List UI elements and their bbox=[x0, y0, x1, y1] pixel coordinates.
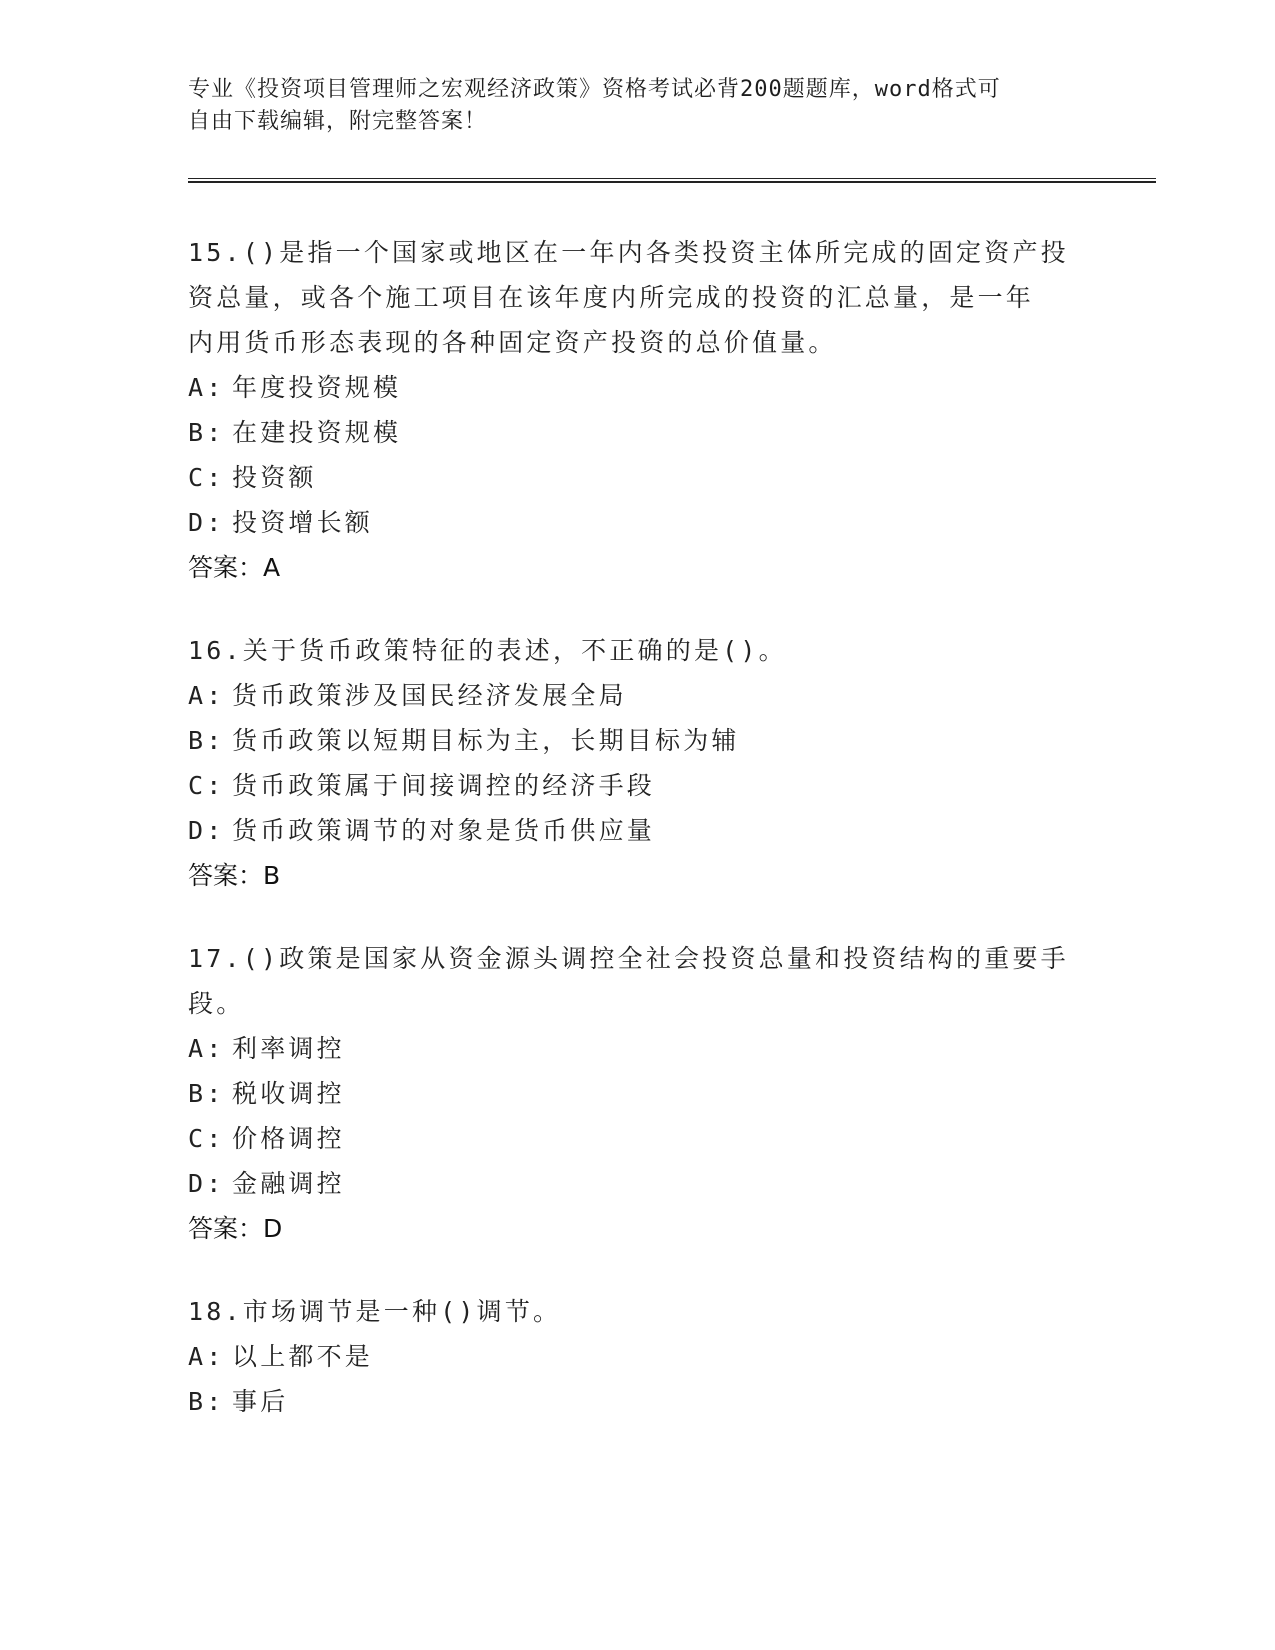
option-letter: D: bbox=[188, 816, 225, 845]
option-letter: B: bbox=[188, 1079, 225, 1108]
question-stem-line: 17.()政策是国家从资金源头调控全社会投资总量和投资结构的重要手 bbox=[188, 944, 1069, 973]
answer-option bbox=[188, 1161, 1088, 1206]
option-text: 在建投资规模 bbox=[232, 418, 402, 447]
option-letter: A: bbox=[188, 1034, 225, 1063]
document-header bbox=[188, 74, 1068, 138]
answer-option bbox=[188, 1026, 1088, 1071]
option-text: 货币政策调节的对象是货币供应量 bbox=[232, 816, 656, 845]
header-divider bbox=[188, 178, 1156, 183]
answer-key: 答案：B bbox=[188, 861, 281, 890]
option-text: 货币政策涉及国民经济发展全局 bbox=[232, 681, 627, 710]
option-letter: B: bbox=[188, 418, 225, 447]
answer-key: 答案：A bbox=[188, 553, 281, 582]
answer-option bbox=[188, 500, 1088, 545]
answer-option bbox=[188, 410, 1088, 455]
option-letter: B: bbox=[188, 726, 225, 755]
question-stem-line: 16.关于货币政策特征的表述，不正确的是()。 bbox=[188, 636, 787, 665]
option-letter: D: bbox=[188, 508, 225, 537]
answer-option bbox=[188, 1334, 1088, 1379]
answer-option bbox=[188, 1071, 1088, 1116]
option-text: 税收调控 bbox=[232, 1079, 345, 1108]
answer-option bbox=[188, 455, 1088, 500]
option-text: 价格调控 bbox=[232, 1124, 345, 1153]
option-text: 货币政策以短期目标为主，长期目标为辅 bbox=[232, 726, 740, 755]
question-list bbox=[188, 230, 1088, 1462]
answer-option bbox=[188, 1116, 1088, 1161]
question-stem-line: 15.()是指一个国家或地区在一年内各类投资主体所完成的固定资产投 bbox=[188, 238, 1069, 267]
option-letter: A: bbox=[188, 681, 225, 710]
header-line-2: 自由下载编辑，附完整答案！ bbox=[188, 109, 488, 134]
option-letter: B: bbox=[188, 1387, 225, 1416]
question-block bbox=[188, 936, 1088, 1251]
option-letter: A: bbox=[188, 1342, 225, 1371]
answer-option bbox=[188, 808, 1088, 853]
question-stem-line: 资总量，或各个施工项目在该年度内所完成的投资的汇总量，是一年 bbox=[188, 283, 1035, 312]
answer-option bbox=[188, 718, 1088, 763]
header-line-1: 专业《投资项目管理师之宏观经济政策》资格考试必背200题题库，word格式可 bbox=[188, 77, 1001, 102]
question-block bbox=[188, 628, 1088, 898]
option-text: 年度投资规模 bbox=[232, 373, 402, 402]
option-text: 事后 bbox=[232, 1387, 289, 1416]
option-text: 以上都不是 bbox=[232, 1342, 374, 1371]
answer-option bbox=[188, 763, 1088, 808]
question-block bbox=[188, 230, 1088, 590]
question-stem-line: 内用货币形态表现的各种固定资产投资的总价值量。 bbox=[188, 328, 837, 357]
option-letter: C: bbox=[188, 771, 225, 800]
option-text: 货币政策属于间接调控的经济手段 bbox=[232, 771, 656, 800]
question-block bbox=[188, 1289, 1088, 1424]
answer-option bbox=[188, 365, 1088, 410]
question-stem-line: 段。 bbox=[188, 989, 245, 1018]
answer-key: 答案：D bbox=[188, 1214, 283, 1243]
option-letter: C: bbox=[188, 463, 225, 492]
answer-option bbox=[188, 673, 1088, 718]
option-letter: A: bbox=[188, 373, 225, 402]
option-letter: D: bbox=[188, 1169, 225, 1198]
option-text: 金融调控 bbox=[232, 1169, 345, 1198]
option-letter: C: bbox=[188, 1124, 225, 1153]
option-text: 投资额 bbox=[232, 463, 317, 492]
option-text: 投资增长额 bbox=[232, 508, 374, 537]
option-text: 利率调控 bbox=[232, 1034, 345, 1063]
question-stem-line: 18.市场调节是一种()调节。 bbox=[188, 1297, 562, 1326]
answer-option bbox=[188, 1379, 1088, 1424]
